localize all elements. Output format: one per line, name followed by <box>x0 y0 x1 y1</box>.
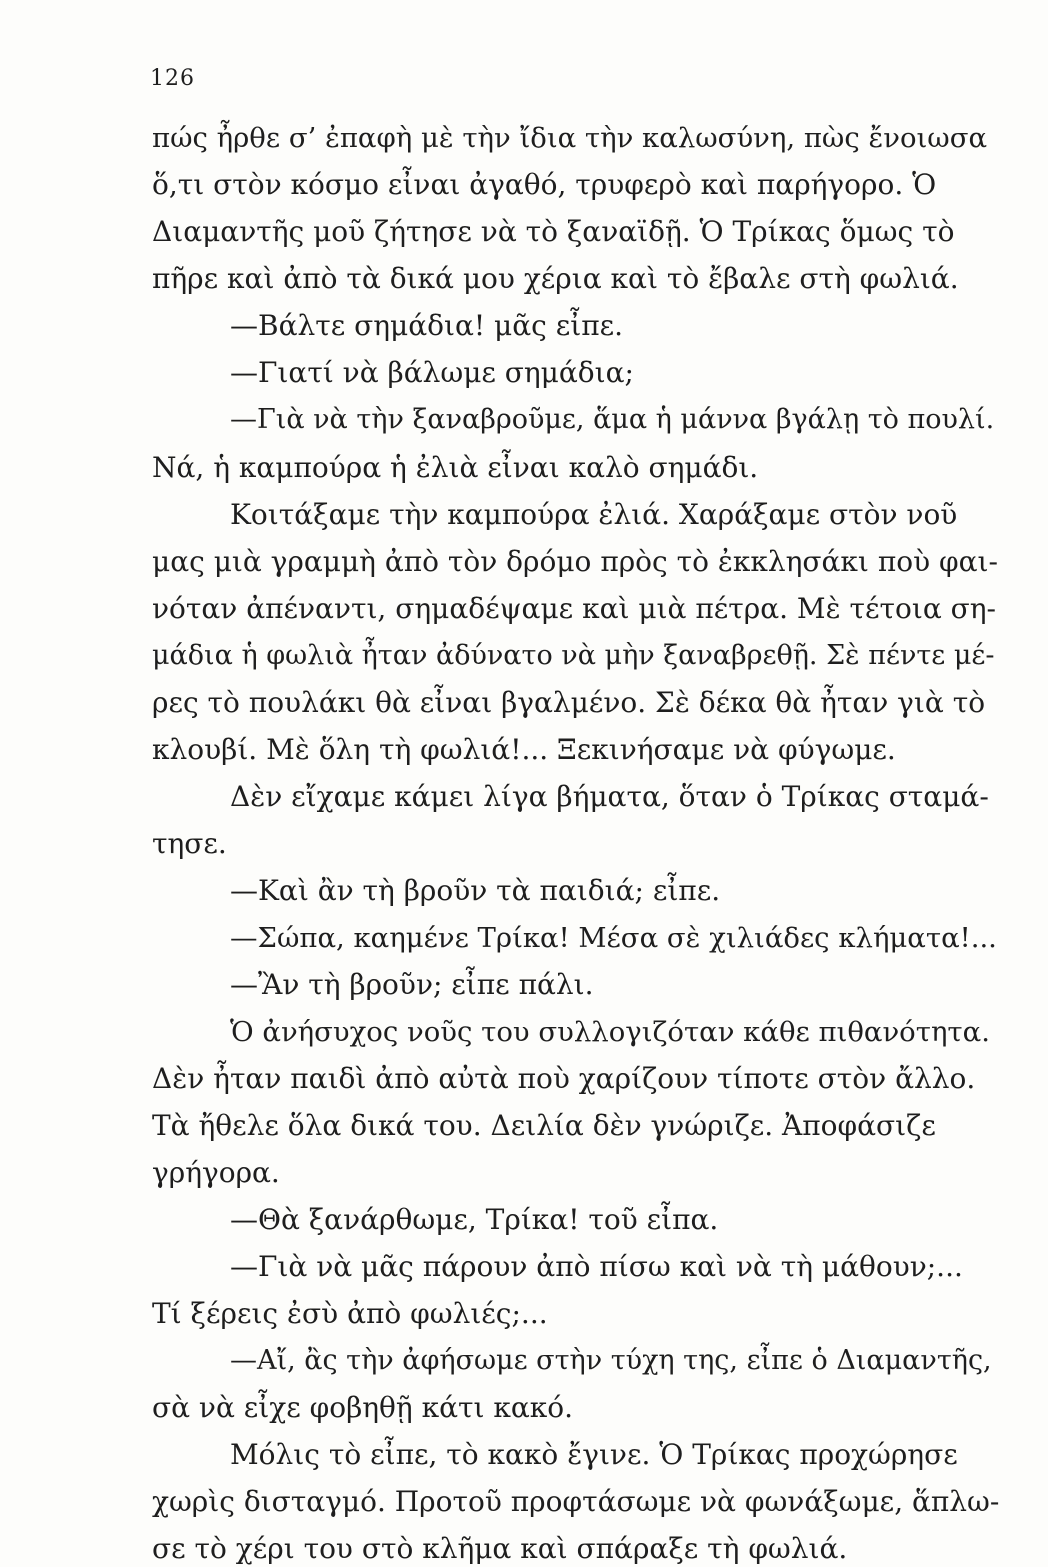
text-line: Νά, ἡ καμπούρα ἡ ἐλιὰ εἶναι καλὸ σημάδι. <box>152 451 759 484</box>
text-line: Δὲν ἦταν παιδὶ ἀπὸ αὐτὰ ποὺ χαρίζουν τίποτε στὸν ἄλλο. <box>152 1062 976 1095</box>
text-line: μάδια ἡ φωλιὰ ἦταν ἀδύνατο νὰ μὴν ξαναβρεθῇ. Σὲ πέντε μέ- <box>152 640 995 671</box>
text-line: Τί ξέρεις ἐσὺ ἀπὸ φωλιές;... <box>152 1297 548 1330</box>
paragraph-start-line: Μόλις τὸ εἶπε, τὸ κακὸ ἔγινε. Ὁ Τρίκας προχώρησε <box>230 1438 958 1471</box>
dialogue-line: —Σώπα, καημένε Τρίκα! Μέσα σὲ χιλιάδες κλήματα!... <box>230 922 997 954</box>
paragraph-start-line: Ὁ ἀνήσυχος νοῦς του συλλογιζόταν κάθε πιθανότητα. <box>230 1016 990 1048</box>
text-line: σὰ νὰ εἶχε φοβηθῇ κάτι κακό. <box>152 1391 574 1424</box>
text-line: ρες τὸ πουλάκι θὰ εἶναι βγαλμένο. Σὲ δέκα θὰ ἦταν γιὰ τὸ <box>152 686 986 719</box>
text-line: μας μιὰ γραμμὴ ἀπὸ τὸν δρόμο πρὸς τὸ ἐκκλησάκι ποὺ φαι- <box>152 545 998 578</box>
dialogue-line: —Αἴ, ἂς τὴν ἀφήσωμε στὴν τύχη της, εἶπε ὁ Διαμαντῆς, <box>230 1345 992 1376</box>
text-line: Τὰ ἤθελε ὅλα δικά του. Δειλία δὲν γνώριζε. Ἀποφάσιζε <box>152 1109 936 1142</box>
text-line: σε τὸ χέρι του στὸ κλῆμα καὶ σπάραξε τὴ φωλιά. <box>152 1532 848 1565</box>
dialogue-line: —Βάλτε σημάδια! μᾶς εἶπε. <box>230 309 623 342</box>
dialogue-line: —Γιατί νὰ βάλωμε σημάδια; <box>230 356 634 389</box>
text-line: γρήγορα. <box>152 1156 280 1189</box>
text-line: χωρὶς δισταγμό. Προτοῦ προφτάσωμε νὰ φωνάξωμε, ἅπλω- <box>152 1485 1000 1518</box>
dialogue-line: —Καὶ ἂν τὴ βροῦν τὰ παιδιά; εἶπε. <box>230 874 721 907</box>
text-line: ὅ,τι στὸν κόσμο εἶναι ἀγαθό, τρυφερὸ καὶ παρήγορο. Ὁ <box>152 168 937 201</box>
text-line: Διαμαντῆς μοῦ ζήτησε νὰ τὸ ξαναϊδῇ. Ὁ Τρίκας ὅμως τὸ <box>152 215 955 248</box>
text-line: πῆρε καὶ ἀπὸ τὰ δικά μου χέρια καὶ τὸ ἔβαλε στὴ φωλιά. <box>152 262 959 295</box>
text-line: κλουβί. Μὲ ὅλη τὴ φωλιά!... Ξεκινήσαμε νὰ φύγωμε. <box>152 733 896 766</box>
dialogue-line: —Ἂν τὴ βροῦν; εἶπε πάλι. <box>230 968 594 1001</box>
text-line: τησε. <box>152 827 227 860</box>
dialogue-line: —Θὰ ξανάρθωμε, Τρίκα! τοῦ εἶπα. <box>230 1203 719 1236</box>
page-number: 126 <box>150 66 195 91</box>
paragraph-start-line: Κοιτάξαμε τὴν καμπούρα ἐλιά. Χαράξαμε στὸν νοῦ <box>230 498 958 531</box>
paragraph-start-line: Δὲν εἴχαμε κάμει λίγα βήματα, ὅταν ὁ Τρίκας σταμά- <box>230 780 989 813</box>
dialogue-line: —Γιὰ νὰ τὴν ξαναβροῦμε, ἅμα ἡ μάννα βγάλῃ τὸ πουλί. <box>230 404 995 435</box>
text-line: νόταν ἀπέναντι, σημαδέψαμε καὶ μιὰ πέτρα. Μὲ τέτοια ση- <box>152 592 996 625</box>
text-line: πώς ἦρθε σ’ ἐπαφὴ μὲ τὴν ἴδια τὴν καλωσύνη, πὼς ἔνοιωσα <box>152 122 988 154</box>
dialogue-line: —Γιὰ νὰ μᾶς πάρουν ἀπὸ πίσω καὶ νὰ τὴ μάθουν;... <box>230 1250 963 1283</box>
